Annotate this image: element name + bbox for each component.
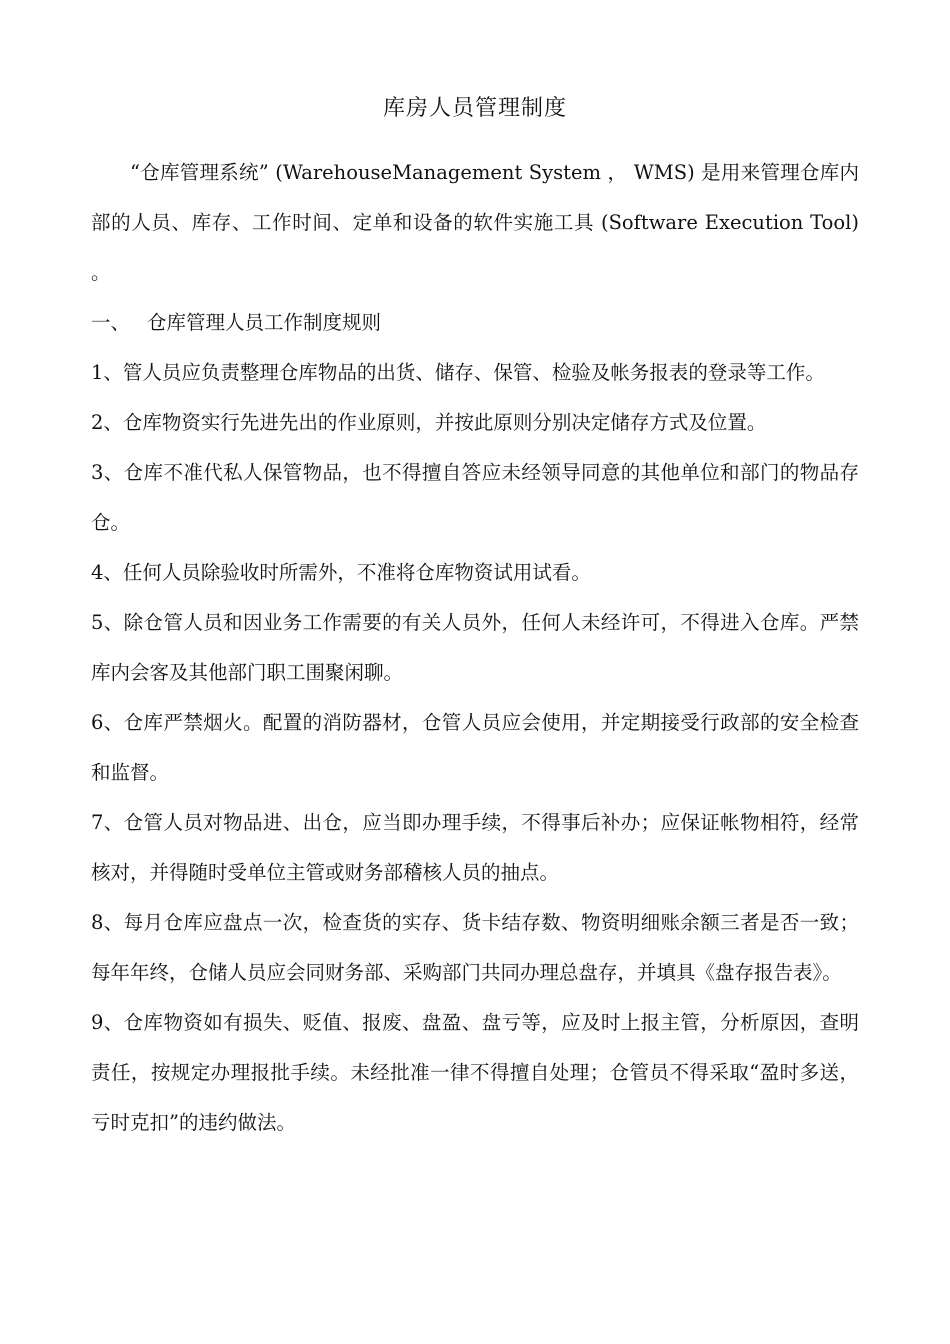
rule-item: 9、仓库物资如有损失、贬值、报废、盘盈、盘亏等，应及时上报主管，分析原因，查明责任，按规定办理报批手续。未经批准一律不得擅自处理；仓管员不得采取“盈时多送，亏时克扣”的违约做法。 (91, 1011, 859, 1134)
section-heading-text: 仓库管理人员工作制度规则 (147, 311, 382, 334)
rule-item: 7、仓管人员对物品进、出仓，应当即办理手续，不得事后补办；应保证帐物相符，经常核对，并得随时受单位主管或财务部稽核人员的抽点。 (91, 811, 859, 884)
rule-item: 1、管人员应负责整理仓库物品的出货、储存、保管、检验及帐务报表的登录等工作。 (91, 361, 825, 384)
document-title: 库房人员管理制度 (382, 96, 567, 121)
rule-item: 2、仓库物资实行先进先出的作业原则，并按此原则分别决定储存方式及位置。 (91, 411, 767, 434)
rule-item: 4、任何人员除验收时所需外，不准将仓库物资试用试看。 (91, 561, 591, 584)
section-number: 一、 (91, 311, 131, 334)
section-heading (91, 298, 859, 348)
rule-item: 8、每月仓库应盘点一次，检查货的实存、货卡结存数、物资明细账余额三者是否一致；每年年终，仓储人员应会同财务部、采购部门共同办理总盘存，并填具《盘存报告表》。 (91, 911, 859, 984)
intro-paragraph: “仓库管理系统” (WarehouseManagement System ， WMS) 是用来管理仓库内部的人员、库存、工作时间、定单和设备的软件实施工具 (Software Execution Tool) 。 (91, 161, 859, 284)
rule-item: 6、仓库严禁烟火。配置的消防器材，仓管人员应会使用，并定期接受行政部的安全检查和监督。 (91, 711, 859, 784)
document-body (91, 148, 859, 1148)
rule-item: 5、除仓管人员和因业务工作需要的有关人员外，任何人未经许可，不得进入仓库。严禁库内会客及其他部门职工围聚闲聊。 (91, 611, 859, 684)
rule-item: 3、仓库不准代私人保管物品，也不得擅自答应未经领导同意的其他单位和部门的物品存仓。 (91, 461, 859, 534)
